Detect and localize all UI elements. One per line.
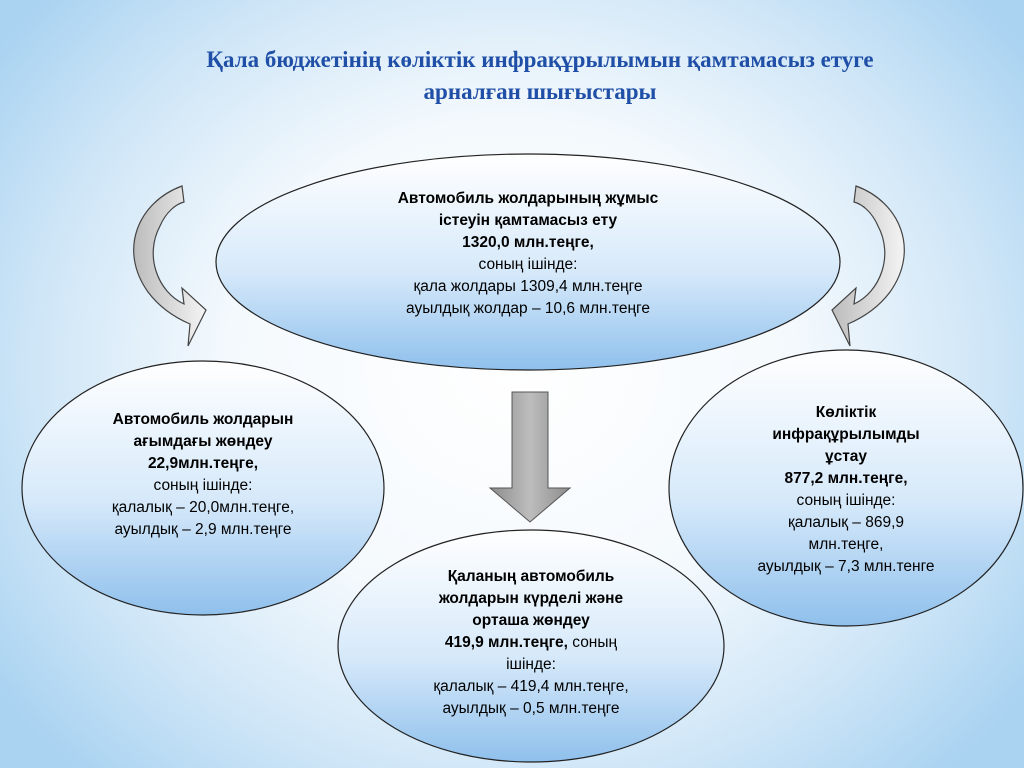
down-arrow-icon — [490, 392, 570, 522]
node-bottom-including-2: ішінде: — [506, 656, 556, 673]
node-right-heading-1: Көліктік — [815, 404, 877, 421]
node-bottom-rural: ауылдық – 0,5 млн.теңге — [442, 700, 620, 717]
node-left-heading-1: Автомобиль жолдарын — [112, 411, 294, 428]
node-right-including: соның ішінде: — [796, 492, 896, 509]
curved-arrow-left-icon — [134, 186, 206, 346]
node-left-rural: ауылдық – 2,9 млн.теңге — [114, 521, 292, 538]
node-top — [318, 188, 738, 320]
node-top-city: қала жолдары 1309,4 млн.теңге — [413, 278, 643, 295]
node-right-city-2: млн.теңге, — [808, 536, 884, 553]
node-left-including: соның ішінде: — [153, 477, 253, 494]
node-left-heading-2: ағымдағы жөндеу — [133, 433, 273, 450]
node-top-heading-1: Автомобиль жолдарының жұмыс — [397, 190, 659, 207]
curved-arrow-right-icon — [832, 186, 904, 346]
node-right — [712, 402, 980, 578]
title-line-2: арналған шығыстары — [423, 79, 657, 104]
node-bottom-heading-2: жолдарын күрделі және — [438, 590, 624, 607]
node-right-heading-3: ұстау — [824, 448, 868, 465]
node-left-amount: 22,9млн.теңге, — [147, 455, 259, 472]
node-top-amount: 1320,0 млн.теңге, — [462, 234, 594, 251]
node-left-city: қалалық – 20,0млн.теңге, — [111, 499, 295, 516]
node-right-city-1: қалалық – 869,9 — [787, 514, 905, 531]
node-top-rural: ауылдық жолдар – 10,6 млн.теңге — [406, 300, 650, 317]
node-right-amount: 877,2 млн.теңге, — [784, 470, 908, 487]
node-right-heading-2: инфрақұрылымды — [772, 426, 920, 443]
node-bottom-amount: 419,9 млн.теңге, — [444, 634, 568, 651]
node-bottom-amount-line — [386, 632, 676, 654]
node-bottom-heading-1: Қаланың автомобиль — [447, 568, 615, 585]
node-bottom-city: қалалық – 419,4 млн.теңге, — [433, 678, 629, 695]
title-line-1: Қала бюджетінің көліктік инфрақұрылымын қамтамасыз етуге — [206, 47, 874, 72]
node-bottom-including-1: соның — [572, 634, 618, 651]
node-bottom — [386, 566, 676, 720]
node-left — [58, 409, 348, 541]
node-top-heading-2: істеуін қамтамасыз ету — [438, 212, 618, 229]
node-right-rural: ауылдық – 7,3 млн.тенге — [757, 558, 935, 575]
node-top-including: соның ішінде: — [478, 256, 578, 273]
node-bottom-heading-3: орташа жөндеу — [472, 612, 590, 629]
